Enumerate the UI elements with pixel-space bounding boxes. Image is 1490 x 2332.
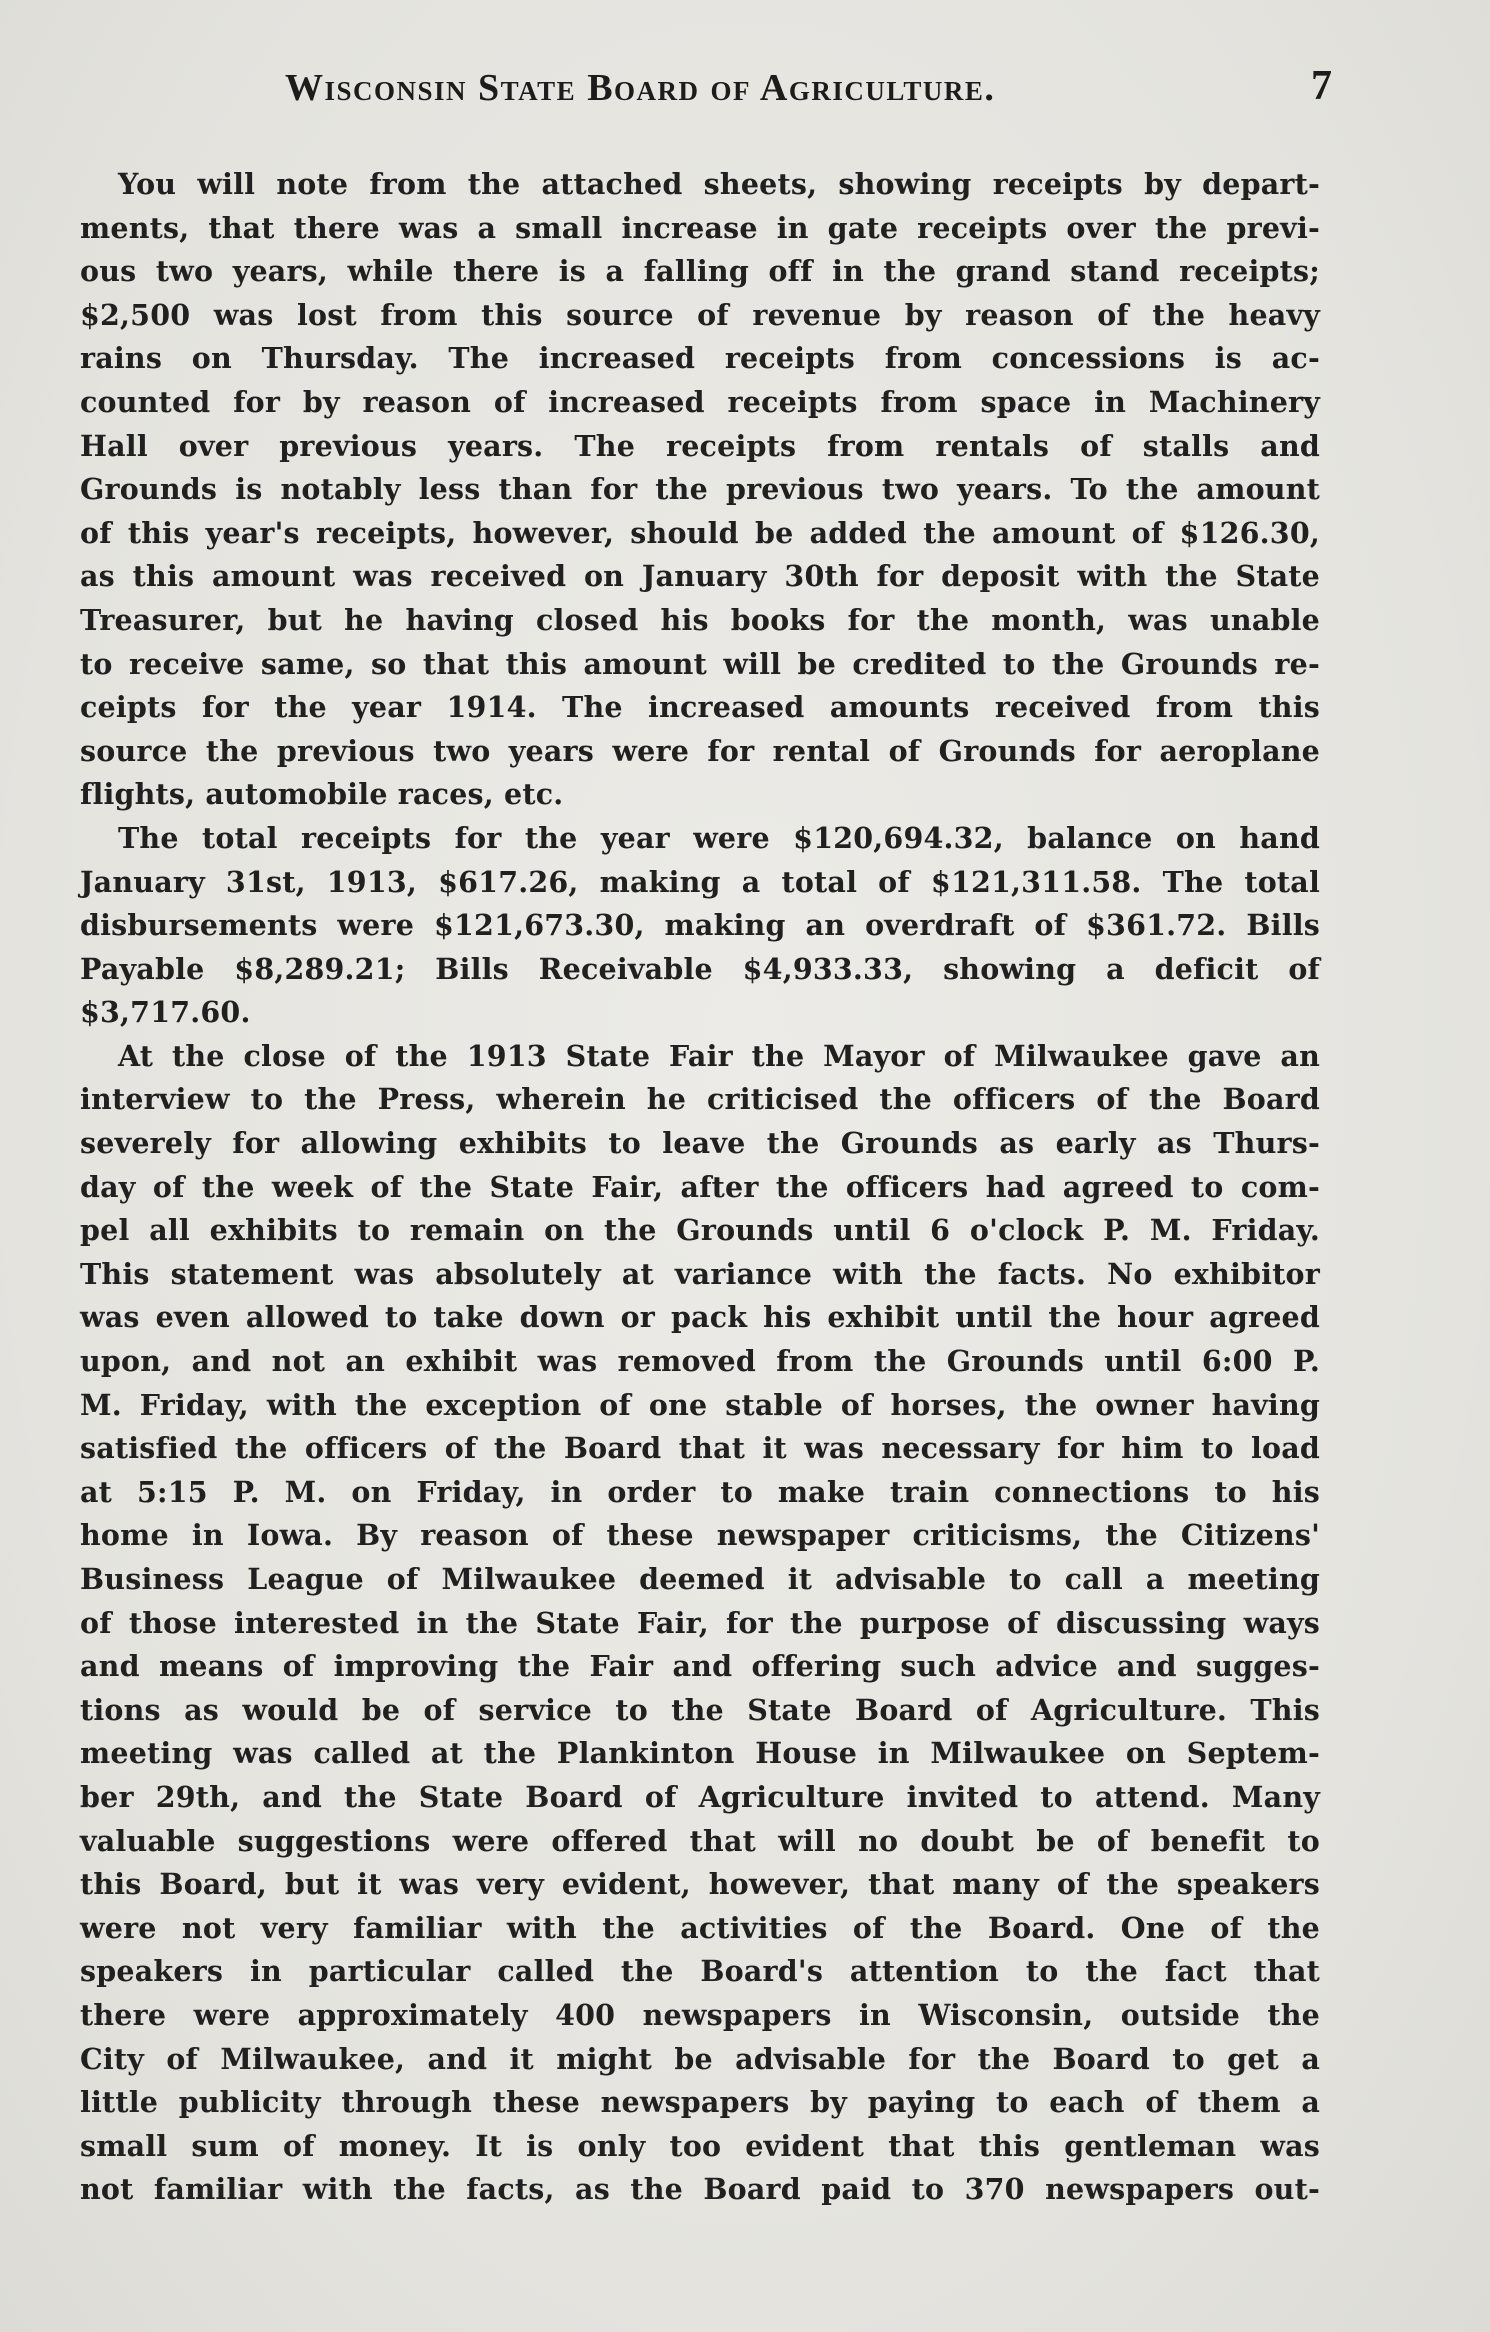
text-line: This statement was absolutely at variance with the facts. No exhibitor: [80, 1256, 1320, 1291]
text-line: Treasurer, but he having closed his books for the month, was unable: [80, 602, 1320, 637]
text-line: as this amount was received on January 30th for deposit with the State: [80, 559, 1320, 594]
text-line: pel all exhibits to remain on the Grounds until 6 o'clock P. M. Friday.: [80, 1213, 1320, 1248]
text-line: source the previous two years were for rental of Grounds for aeroplane: [80, 733, 1320, 768]
text-line: M. Friday, with the exception of one stable of horses, the owner having: [80, 1387, 1320, 1422]
text-line: January 31st, 1913, $617.26, making a total of $121,311.58. The total: [80, 864, 1320, 899]
text-line: there were approximately 400 newspapers in Wisconsin, outside the: [80, 1997, 1320, 2032]
running-head: [80, 62, 1332, 122]
text-line: severely for allowing exhibits to leave the Grounds as early as Thurs-: [80, 1126, 1320, 1161]
text-line: ments, that there was a small increase in gate receipts over the previ-: [80, 210, 1320, 245]
text-line: valuable suggestions were offered that will no doubt be of benefit to: [80, 1823, 1320, 1858]
text-line: You will note from the attached sheets, showing receipts by depart-: [118, 167, 1320, 201]
text-line: upon, and not an exhibit was removed from the Grounds until 6:00 P.: [80, 1344, 1320, 1379]
text-line: to receive same, so that this amount will be credited to the Grounds re-: [80, 646, 1320, 681]
text-line: ber 29th, and the State Board of Agriculture invited to attend. Many: [80, 1779, 1320, 1814]
text-line: ous two years, while there is a falling off in the grand stand receipts;: [80, 254, 1320, 289]
text-line: of this year's receipts, however, should be added the amount of $126.30,: [80, 515, 1320, 550]
body-text: [80, 163, 1320, 2212]
text-line: satisfied the officers of the Board that it was necessary for him to load: [80, 1431, 1320, 1466]
text-line: not familiar with the facts, as the Board paid to 370 newspapers out-: [80, 2172, 1320, 2207]
page-number: 7: [1311, 63, 1332, 109]
text-line: tions as would be of service to the State Board of Agriculture. This: [80, 1692, 1320, 1727]
text-line: home in Iowa. By reason of these newspaper criticisms, the Citizens': [80, 1518, 1320, 1553]
text-line: was even allowed to take down or pack his exhibit until the hour agreed: [80, 1300, 1320, 1335]
text-line: rains on Thursday. The increased receipts from concessions is ac-: [80, 341, 1320, 376]
text-line: flights, automobile races, etc.: [80, 777, 564, 812]
text-line: counted for by reason of increased receipts from space in Machinery: [80, 384, 1320, 419]
text-line: disbursements were $121,673.30, making an overdraft of $361.72. Bills: [80, 908, 1320, 943]
text-line: Grounds is notably less than for the previous two years. To the amount: [80, 472, 1320, 507]
text-line: Hall over previous years. The receipts from rentals of stalls and: [80, 428, 1320, 463]
text-line: of those interested in the State Fair, for the purpose of discussing ways: [80, 1605, 1320, 1640]
text-line: $3,717.60.: [80, 995, 251, 1030]
text-line: were not very familiar with the activities of the Board. One of the: [80, 1910, 1320, 1945]
text-line: The total receipts for the year were $120,694.32, balance on hand: [118, 820, 1320, 855]
text-line: at 5:15 P. M. on Friday, in order to make train connections to his: [80, 1474, 1320, 1509]
text-line: small sum of money. It is only too evident that this gentleman was: [80, 2128, 1320, 2163]
text-line: City of Milwaukee, and it might be advisable for the Board to get a: [80, 2041, 1320, 2076]
text-line: little publicity through these newspapers by paying to each of them a: [80, 2085, 1320, 2120]
running-title: Wisconsin State Board of Agriculture.: [285, 67, 996, 109]
text-line: and means of improving the Fair and offering such advice and sugges-: [80, 1649, 1320, 1684]
text-line: Business League of Milwaukee deemed it advisable to call a meeting: [80, 1562, 1320, 1596]
text-line: this Board, but it was very evident, however, that many of the speakers: [80, 1867, 1320, 1902]
text-line: ceipts for the year 1914. The increased amounts received from this: [80, 690, 1320, 725]
text-line: speakers in particular called the Board's attention to the fact that: [80, 1954, 1320, 1989]
text-line: meeting was called at the Plankinton House in Milwaukee on Septem-: [80, 1736, 1320, 1771]
text-line: Payable $8,289.21; Bills Receivable $4,933.33, showing a deficit of: [80, 951, 1320, 986]
text-line: day of the week of the State Fair, after the officers had agreed to com-: [80, 1169, 1320, 1204]
text-line: interview to the Press, wherein he criticised the officers of the Board: [80, 1082, 1320, 1117]
text-line: At the close of the 1913 State Fair the Mayor of Milwaukee gave an: [118, 1038, 1320, 1073]
text-line: $2,500 was lost from this source of revenue by reason of the heavy: [80, 297, 1320, 332]
